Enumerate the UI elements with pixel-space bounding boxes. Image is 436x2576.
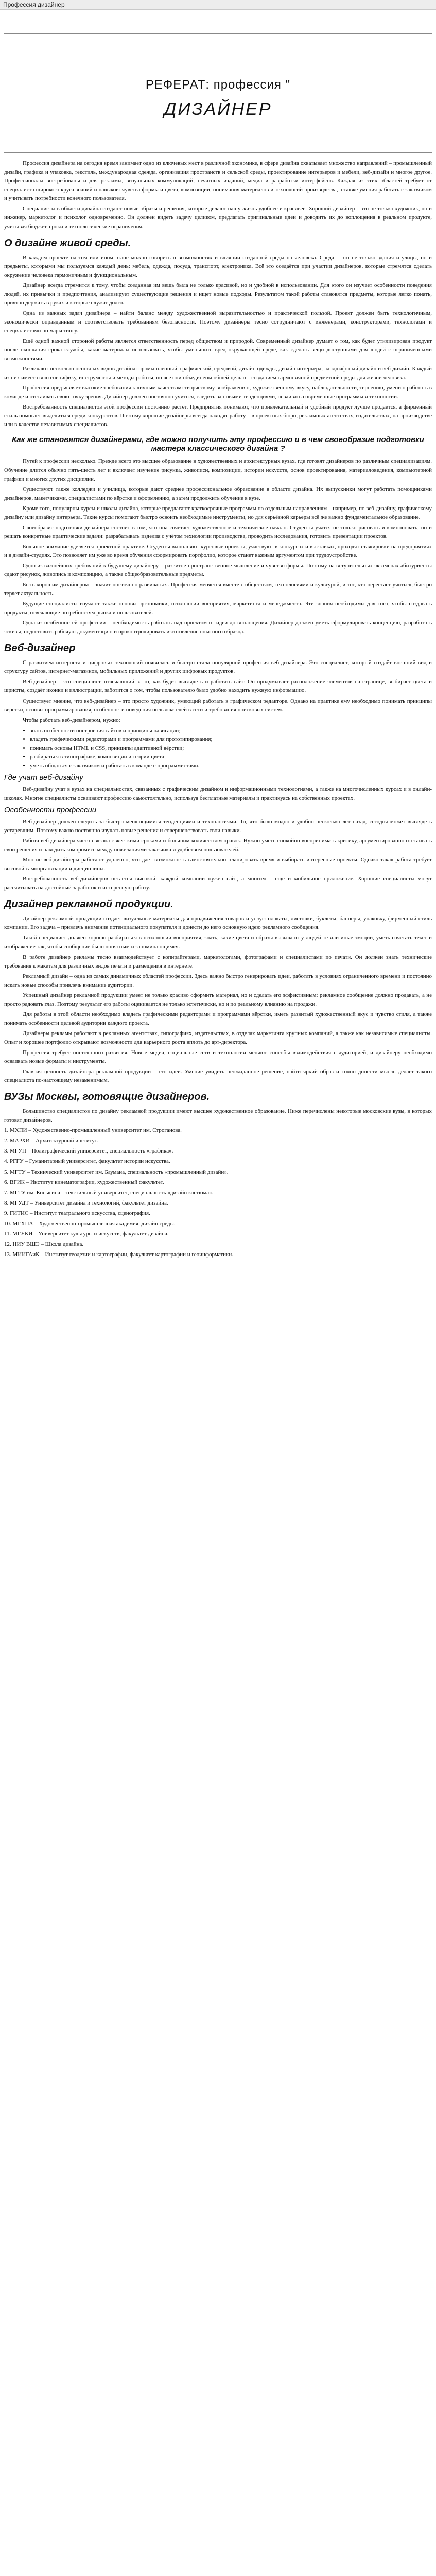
body-paragraph: Быть хорошим дизайнером – значит постоянно развиваться. Профессия меняется вместе с обществом, технологиями и культурой, и тот, кто перестаёт учиться, быстро теряет актуальность. — [4, 582, 432, 597]
section-heading: Веб-дизайнер — [4, 642, 76, 654]
window-title: Профессия дизайнер — [3, 1, 65, 8]
list-item: • понимать основы HTML и CSS, принципы адаптивной вёрстки; — [30, 744, 432, 753]
list-item: • знать особенности построения сайтов и принципы навигации; — [30, 726, 432, 735]
section-heading: Дизайнер рекламной продукции. — [4, 899, 173, 910]
section-intro: Большинство специалистов по дизайну рекламной продукции имеют высшее художественное образование. Ниже перечислены некоторые московские вузы, в которых готовят дизайнеров. — [4, 1108, 432, 1124]
body-paragraph: Востребованность специалистов этой профессии постоянно растёт. Предприятия понимают, что привлекательный и удобный продукт лучше продаётся, а фирменный стиль помогает выделиться среди конкурентов. Поэтому хорошие дизайнеры всегда находят работу – в проектных бюро, рекламных агентствах, издательствах, на производстве или в качестве независимых специалистов. — [4, 404, 432, 428]
document-page — [0, 33, 436, 1259]
document-subtitle: РЕФЕРАТ: профессия " — [145, 78, 291, 92]
body-paragraph: Работа веб-дизайнера часто связана с жёсткими сроками и большим количеством правок. Нужно уметь спокойно воспринимать критику, аргументированно отстаивать свои решения и находить компромисс между пожеланиями заказчика и удобством пользователей. — [4, 838, 432, 853]
body-paragraph: Дизайнер рекламной продукции создаёт визуальные материалы для продвижения товаров и услуг: плакаты, листовки, буклеты, баннеры, упаковку, фирменный стиль компании. Его задача – привлечь внимание потенциального покупателя и донести до него основную идею рекламного сообщения. — [4, 916, 432, 931]
body-paragraph: Путей к профессии несколько. Прежде всего это высшее образование в художественных и архитектурных вузах, где готовят дизайнеров по различным специализациям. Обучение длится обычно пять-шесть лет и включает изучение рисунка, живописи, композиции, истории искусств, основ проектирования, материаловедения, компьютерной графики и многих других дисциплин. — [4, 458, 432, 482]
section-web-designer — [4, 642, 432, 892]
body-paragraph: Большое внимание уделяется проектной практике. Студенты выполняют курсовые проекты, участвуют в конкурсах и выставках, проходят стажировки на предприятиях и в дизайн-студиях. Это позволяет им уже во время обучения сформировать портфолио, которое станет важным аргументом при трудоустройстве. — [4, 543, 432, 558]
subsection-heading: Особенности профессии — [4, 806, 97, 815]
list-item: • владеть графическими редакторами и программами для прототипирования; — [30, 735, 432, 744]
body-paragraph: Востребованность веб-дизайнеров остаётся высокой: каждой компании нужен сайт, а многим – ещё и мобильное приложение. Хорошие специалисты могут рассчитывать на достойный заработок и интересную работу. — [4, 876, 432, 891]
body-paragraph: Для работы в этой области необходимо владеть графическими редакторами и программами вёрстки, иметь развитый художественный вкус и чувство стиля, а также понимать особенности целевой аудитории каждого проекта. — [4, 1011, 432, 1026]
list-item: • уметь общаться с заказчиком и работать в команде с программистами. — [30, 761, 432, 770]
subsection-heading: Где учат веб-дизайну — [4, 773, 83, 782]
university-list-item: 1. МХПИ – Художественно-промышленный университет им. Строганова. — [4, 1127, 182, 1134]
body-paragraph: Профессия предъявляет высокие требования к личным качествам: творческому воображению, художественному вкусу, наблюдательности, терпению, умению работать в команде и отстаивать свою точку зрения. Дизайнер должен постоянно учиться, следить за новыми тенденциями, осваивать современные программы и технологии. — [4, 385, 432, 400]
body-paragraph: Одна из важных задач дизайнера – найти баланс между художественной выразительностью и практической пользой. Проект должен быть технологичным, экономически оправданным и соответствовать требованиям безопасности. Поэтому дизайнеры тесно сотрудничают с инженерами, конструкторами, технологами и специалистами по маркетингу. — [4, 310, 432, 334]
intro-section — [4, 159, 432, 231]
section-body — [4, 914, 432, 1085]
body-paragraph: Такой специалист должен хорошо разбираться в психологии восприятия, знать, какие цвета и образы вызывают у людей те или иные эмоции, уметь сочетать текст и изображение так, чтобы сообщение было понятным и запоминающимся. — [4, 935, 432, 950]
university-list-item: 8. МГУДТ – Университет дизайна и технологий, факультет дизайна. — [4, 1199, 168, 1206]
university-list-item: 11. МГУКИ – Университет культуры и искусств, факультет дизайна. — [4, 1230, 169, 1237]
body-paragraph: Дизайнеры рекламы работают в рекламных агентствах, типографиях, издательствах, в отделах маркетинга крупных компаний, а также как независимые специалисты. Опыт и хорошее портфолио открывают возможности для карьерного роста вплоть до арт-директора. — [4, 1030, 432, 1045]
university-list-item: 2. МАРХИ – Архитектурный институт. — [4, 1138, 98, 1144]
body-paragraph: Существует мнение, что веб-дизайнер – это просто художник, умеющий работать в графическом редакторе. Однако на практике ему необходимо понимать принципы вёрстки, основы программирования, особенности поведения пользователей в сети и требования поисковых систем. — [4, 698, 432, 713]
intro-paragraph: Профессия дизайнера на сегодня время занимает одно из ключевых мест в различной экономике, в сфере дизайна охватывает множество направлений – промышленный дизайн, графика и упаковка, текстиль, международная одежда, организация пространств и сельской среды, проектирование интерьеров и мебели, веб-дизайн и многое другое. Профессионалы востребованы и для рекламы, визуальных коммуникаций, печатных изданий, медиа и разработки интерфейсов. Каждая из этих областей требует от специалиста широкого круга знаний и навыков: чувства формы и цвета, композиции, понимания материалов и технологий производства, а также умения работать с заказчиком и учитывать потребности конечного пользователя. — [4, 160, 432, 202]
section-heading: Как же становятся дизайнерами, где можно получить эту профессию и в чем своеобразие подготовки мастера классического дизайна ? — [12, 435, 424, 453]
body-paragraph: Профессия требует постоянного развития. Новые медиа, социальные сети и технологии меняют способы взаимодействия с аудиторией, и дизайнеру необходимо осваивать новые форматы и инструменты. — [4, 1049, 432, 1065]
university-list-item: 5. МГТУ – Технический университет им. Баумана, специальность «промышленный дизайн». — [4, 1168, 229, 1175]
body-paragraph: Веб-дизайну учат в вузах на специальностях, связанных с графическим дизайном и информационными технологиями, а также на многочисленных курсах и в онлайн-школах. Многие специалисты осваивают профессию самостоятельно, используя бесплатные материалы и практикуясь на собственных проектах. — [4, 786, 432, 801]
section-universities — [4, 1091, 432, 1259]
university-list-item: 10. МГХПА – Художественно-промышленная академия, дизайн среды. — [4, 1220, 176, 1227]
body-paragraph: Одно из важнейших требований к будущему дизайнеру – развитое пространственное мышление и чувство формы. Поэтому на вступительных экзаменах абитуриенты сдают рисунок, живопись и композицию, а также общеобразовательные предметы. — [4, 562, 432, 578]
requirements-list — [23, 726, 432, 770]
body-paragraph: Дизайнер всегда стремится к тому, чтобы созданная им вещь была не только красивой, но и удобной в использовании. Для этого он изучает особенности поведения людей, их привычки и предпочтения, анализирует существующие решения и ищет новые подходы. Результатом такой работы становятся предметы, которые легко понять, приятно держать в руках и которые служат долго. — [4, 282, 432, 306]
body-paragraph: Успешный дизайнер рекламной продукции умеет не только красиво оформить материал, но и сделать его эффективным: рекламное сообщение должно продавать, а не просто радовать глаз. Поэтому результат его работы оценивается не только эстетически, но и по реальному влиянию на продажи. — [4, 992, 432, 1007]
subsection-body — [4, 785, 432, 803]
section-body — [4, 253, 432, 430]
window-title-bar — [0, 0, 436, 10]
university-list-item: 7. МГТУ им. Косыгина – текстильный университет, специальность «дизайн костюма». — [4, 1189, 214, 1196]
body-paragraph: Ещё одной важной стороной работы является ответственность перед обществом и природой. Современный дизайнер думает о том, как будет утилизирован продукт после окончания срока службы, какие материалы использовать, чтобы уменьшить вред окружающей среде, как сделать вещи доступными для людей с ограниченными возможностями. — [4, 337, 432, 362]
section-education — [4, 435, 432, 636]
university-list-item: 9. ГИТИС – Институт театрального искусства, сценография. — [4, 1210, 150, 1216]
list-intro: Чтобы работать веб-дизайнером, нужно: — [23, 717, 120, 723]
section-advertising-designer — [4, 899, 432, 1085]
body-paragraph: Рекламный дизайн – одна из самых динамичных областей профессии. Здесь важно быстро генерировать идеи, работать в условиях ограниченного времени и постоянно искать новые способы привлечь внимание аудитории. — [4, 973, 432, 988]
university-list-item: 6. ВГИК – Институт кинематографии, художественный факультет. — [4, 1179, 164, 1185]
body-paragraph: Веб-дизайнер должен следить за быстро меняющимися тенденциями и технологиями. То, что было модно и удобно несколько лет назад, сегодня может выглядеть устаревшим. Поэтому важно постоянно изучать новые решения и совершенствовать свои навыки. — [4, 819, 432, 834]
body-paragraph: Различают несколько основных видов дизайна: промышленный, графический, средовой, дизайн одежды, дизайн интерьера, ландшафтный дизайн и веб-дизайн. Каждый из них имеет свою специфику, инструменты и методы работы, но все они объединены общей целью – созданием гармоничной предметной среды для жизни человека. — [4, 366, 432, 381]
body-paragraph: Существуют также колледжи и училища, которые дают среднее профессиональное образование в области дизайна. Их выпускники могут работать помощниками дизайнеров, макетчиками, специалистами по вёрстке и оформлению, а затем продолжить обучение в вузе. — [4, 486, 432, 501]
university-list-item: 4. РГГУ – Гуманитарный университет, факультет истории искусства. — [4, 1158, 170, 1165]
document-title: ДИЗАЙНЕР — [164, 99, 272, 120]
university-list-item: 12. НИУ ВШЭ – Школа дизайна. — [4, 1241, 84, 1247]
body-paragraph: В каждом проекте на том или ином этапе можно говорить о возможностях и влиянии созданной среды на человека. Среда – это не только здания и улицы, но и предметы, которыми мы пользуемся каждый день: мебель, одежда, посуда, транспорт, электроника. Всё это создаётся при участии дизайнеров, которые стремятся сделать окружение человека гармоничным и функциональным. — [4, 254, 432, 278]
body-paragraph: Веб-дизайнер – это специалист, отвечающий за то, как будет выглядеть и работать сайт. Он продумывает расположение элементов на странице, выбирает цвета и шрифты, создаёт иконки и иллюстрации, заботится о том, чтобы пользователю было удобно находить нужную информацию. — [4, 679, 432, 694]
body-paragraph: Своеобразие подготовки дизайнера состоит в том, что она сочетает художественное и техническое начало. Студенты учатся не только рисовать и компоновать, но и решать конкретные практические задачи: разрабатывать изделия с учётом технологии производства, проводить исследования, готовить презентации проектов. — [4, 524, 432, 539]
body-paragraph: Главная ценность дизайнера рекламной продукции – его идеи. Умение увидеть неожиданное решение, найти яркий образ и точно донести мысль делает такого специалиста по-настоящему незаменимым. — [4, 1069, 432, 1084]
section-living-environment — [4, 238, 432, 430]
body-paragraph: В работе дизайнер рекламы тесно взаимодействует с копирайтерами, маркетологами, фотографами и специалистами по печати. Он должен знать технические требования к макетам для различных видов печати и размещения в интернете. — [4, 954, 432, 969]
body-paragraph: Многие веб-дизайнеры работают удалённо, что даёт возможность самостоятельно планировать время и выбирать интересные проекты. Однако такая работа требует высокой самоорганизации и дисциплины. — [4, 857, 432, 872]
title-block — [4, 75, 432, 120]
intro-paragraph: Специалисты в области дизайна создают новые образы и решения, которые делают нашу жизнь удобнее и красивее. Хороший дизайнер – это не только художник, но и инженер, маркетолог и психолог одновременно. Он должен видеть задачу целиком, предлагать оригинальные идеи и доводить их до воплощения в реальном продукте, учитывая бюджет, сроки и технологические ограничения. — [4, 206, 432, 230]
university-list-item: 3. МГУП – Полиграфический университет, специальность «графика». — [4, 1148, 173, 1155]
section-body — [4, 457, 432, 636]
title-divider — [4, 152, 432, 153]
subsection-body — [4, 818, 432, 892]
university-list-item: 13. МИИГАиК – Институт геодезии и картографии, факультет картографии и геоинформатики. — [4, 1251, 233, 1258]
body-paragraph: Будущие специалисты изучают также основы эргономики, психологии восприятия, маркетинга и менеджмента. Эти знания необходимы для того, чтобы создавать продукты, отвечающие потребностям рынка и пользователей. — [4, 601, 432, 616]
body-paragraph: Одна из особенностей профессии – необходимость работать над проектом от идеи до воплощения. Дизайнер должен уметь сформулировать концепцию, разработать эскизы, подготовить рабочую документацию и проконтролировать изготовление опытного образца. — [4, 620, 432, 635]
section-body — [4, 658, 432, 714]
body-paragraph: Кроме того, популярны курсы и школы дизайна, которые предлагают краткосрочные программы по отдельным направлениям – например, по веб-дизайну, графическому дизайну или дизайну интерьера. Такие курсы помогают быстро освоить необходимые инструменты, но для серьёзной карьеры всё же важно фундаментальное образование. — [4, 505, 432, 520]
section-heading: О дизайне живой среды. — [4, 237, 131, 249]
section-heading: ВУЗы Москвы, готовящие дизайнеров. — [4, 1091, 210, 1103]
list-item: • разбираться в типографике, композиции и теории цвета; — [30, 753, 432, 761]
body-paragraph: С развитием интернета и цифровых технологий появилась и быстро стала популярной профессия веб-дизайнера. Это специалист, который создаёт внешний вид и структуру сайтов, интернет-магазинов, мобильных приложений и других цифровых продуктов. — [4, 659, 432, 675]
top-divider — [4, 33, 432, 34]
university-list — [4, 1126, 432, 1259]
